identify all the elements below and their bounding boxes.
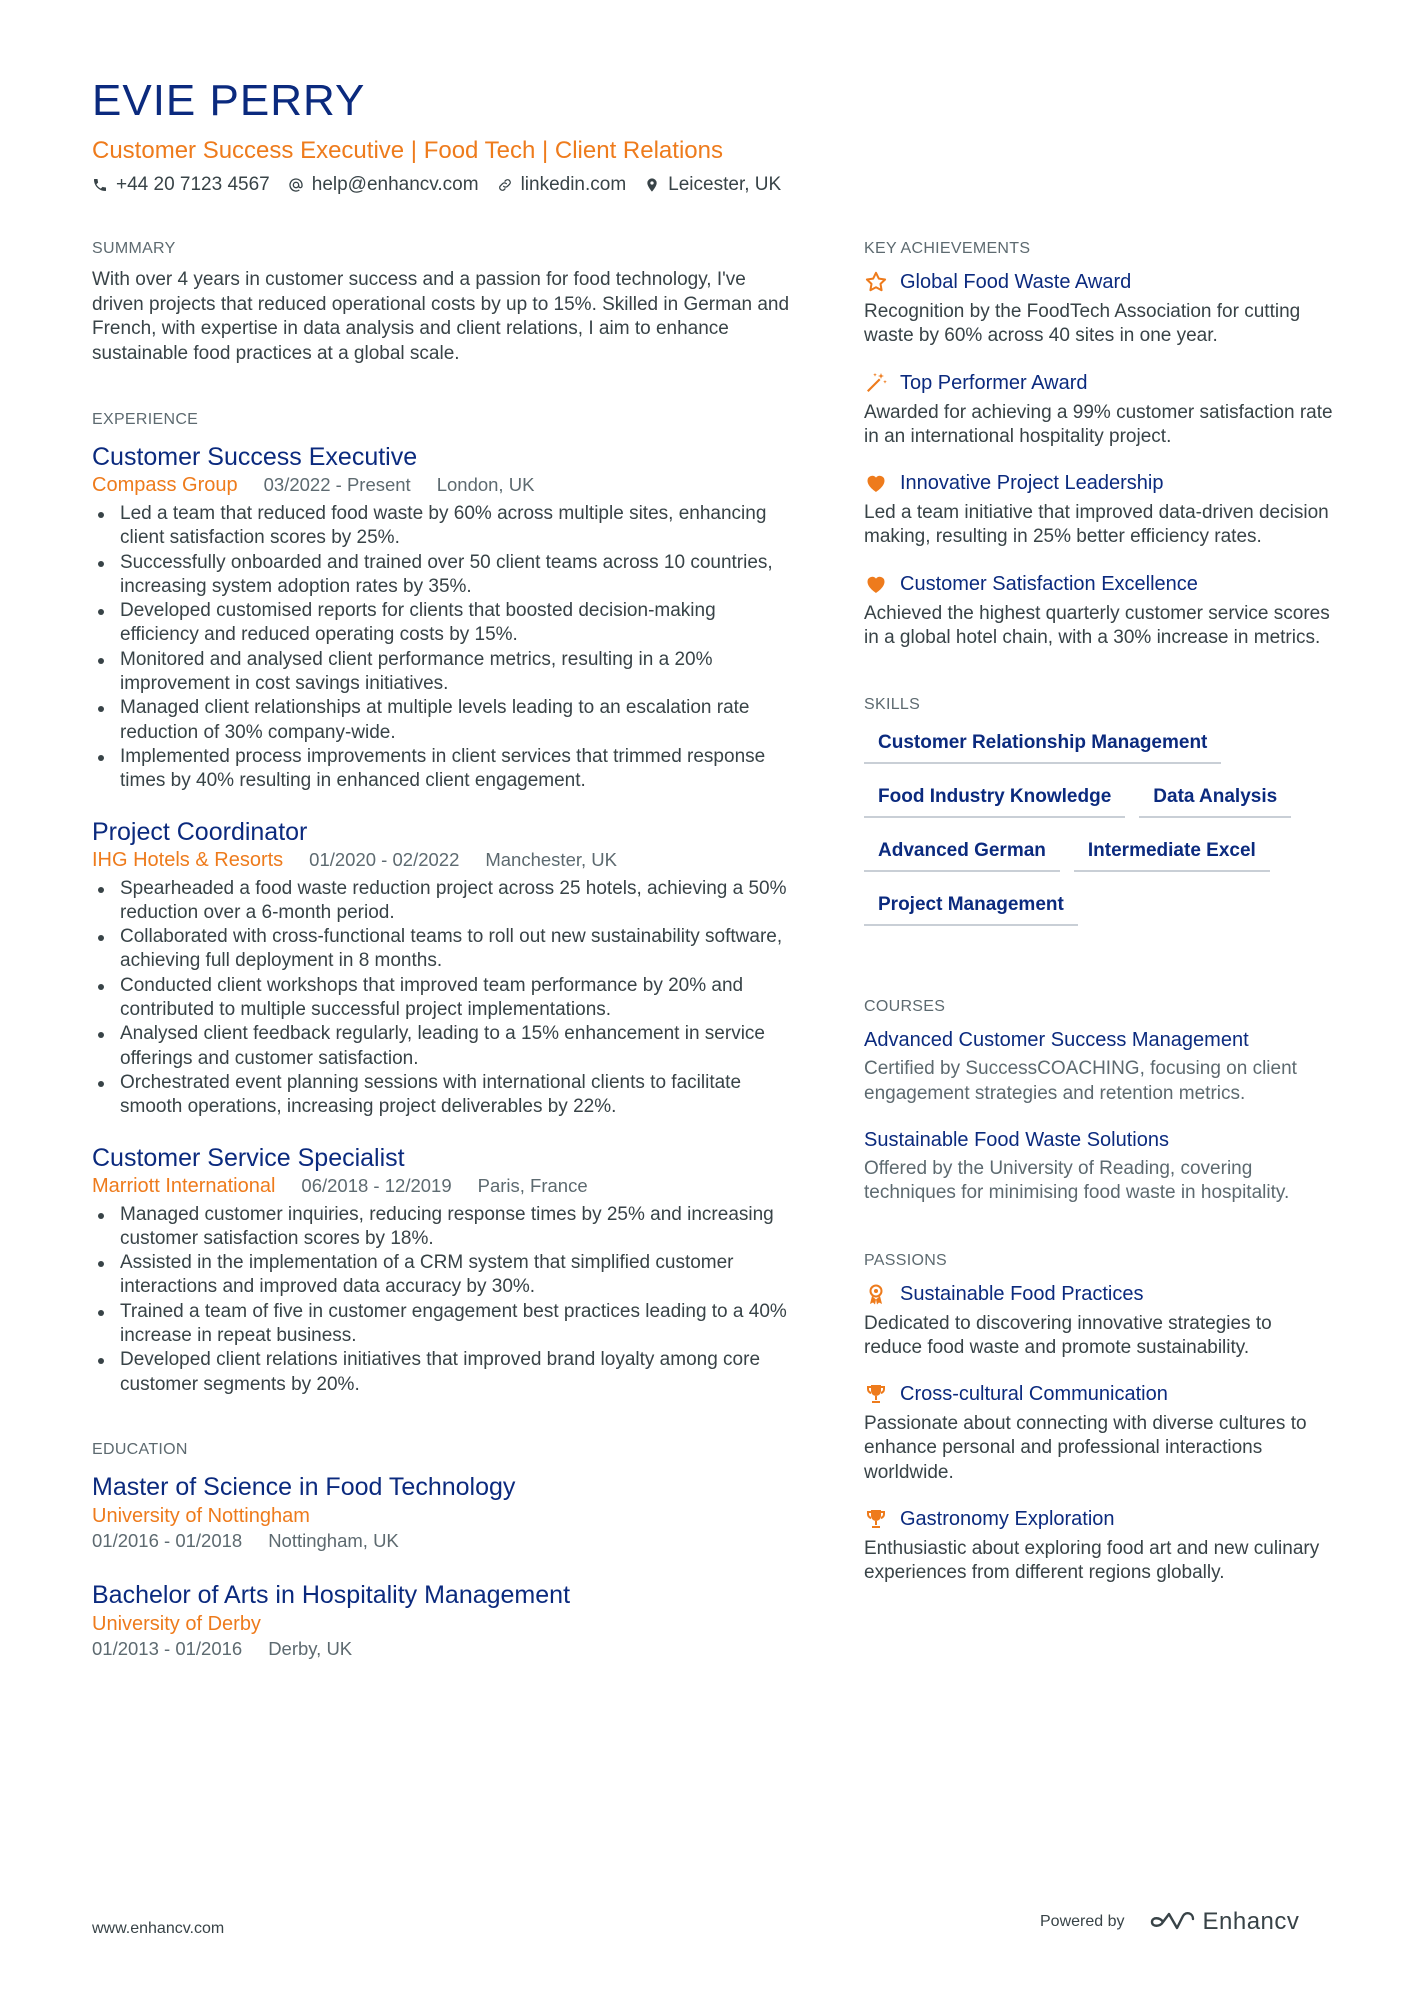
passion-title: Cross-cultural Communication xyxy=(900,1383,1168,1406)
bullet-item: Implemented process improvements in client services that trimmed response times by 40% resulting in enhanced client engagement. xyxy=(92,745,792,794)
skill-tag: Data Analysis xyxy=(1139,782,1291,818)
education-heading: EDUCATION xyxy=(92,1440,188,1458)
achievement-desc: Led a team initiative that improved data-driven decision making, resulting in 25% better efficiency rates. xyxy=(864,502,1329,548)
achievement-title-row xyxy=(864,369,1334,397)
skill-tag: Food Industry Knowledge xyxy=(864,782,1125,818)
skill-tag: Intermediate Excel xyxy=(1074,836,1270,872)
passion-title-row xyxy=(864,1380,1334,1408)
achievement-title-row xyxy=(864,469,1334,497)
passion-desc: Dedicated to discovering innovative strategies to reduce food waste and promote sustainability. xyxy=(864,1312,1272,1358)
job-title: Customer Service Specialist xyxy=(92,1143,405,1172)
experience-entry xyxy=(92,1142,792,1397)
phone-icon xyxy=(92,177,108,193)
bullet-item: Conducted client workshops that improved team performance by 20% and contributed to multiple successful project implementations. xyxy=(92,974,792,1023)
passion-item xyxy=(864,1505,1334,1586)
contact-email[interactable] xyxy=(288,174,479,196)
bullet-item: Developed client relations initiatives that improved brand loyalty among core customer segments by 20%. xyxy=(92,1348,792,1397)
job-meta xyxy=(92,1174,792,1198)
passion-title: Gastronomy Exploration xyxy=(900,1508,1115,1531)
education-location: Derby, UK xyxy=(268,1637,353,1659)
job-title: Project Coordinator xyxy=(92,817,308,846)
achievements-section xyxy=(864,240,1334,650)
candidate-name: EVIE PERRY xyxy=(92,76,366,125)
degree-title: Bachelor of Arts in Hospitality Management xyxy=(92,1580,571,1609)
job-dates: 03/2022 - Present xyxy=(263,474,411,495)
bullet-item: Assisted in the implementation of a CRM system that simplified customer interactions and improved data accuracy by 30%. xyxy=(92,1251,792,1300)
course-desc: Certified by SuccessCOACHING, focusing on client engagement strategies and retention metrics. xyxy=(864,1058,1297,1104)
course-item xyxy=(864,1126,1334,1206)
brand-logo[interactable] xyxy=(1149,1908,1300,1936)
education-meta xyxy=(92,1637,792,1661)
contact-bar xyxy=(92,174,781,196)
bullet-item: Spearheaded a food waste reduction project across 25 hotels, achieving a 50% reduction over a 6-month period. xyxy=(92,877,792,926)
course-item xyxy=(864,1026,1334,1106)
right-column xyxy=(864,240,1334,1586)
achievement-desc: Awarded for achieving a 99% customer satisfaction rate in an international hospitality project. xyxy=(864,401,1333,447)
job-bullets xyxy=(92,502,792,794)
education-section xyxy=(92,1441,792,1661)
brand-name: Enhancv xyxy=(1202,1908,1300,1935)
passions-heading: PASSIONS xyxy=(864,1251,948,1269)
bullet-item: Trained a team of five in customer engagement best practices leading to a 40% increase in repeat business. xyxy=(92,1300,792,1349)
achievement-desc: Recognition by the FoodTech Association for cutting waste by 60% across 40 sites in one year. xyxy=(864,301,1301,347)
achievement-item xyxy=(864,469,1334,550)
footer-branding xyxy=(1040,1908,1299,1936)
magic-wand-icon xyxy=(864,371,888,395)
bullet-item: Led a team that reduced food waste by 60% across multiple sites, enhancing client satisfaction scores by 25%. xyxy=(92,502,792,551)
trophy-icon xyxy=(864,1507,888,1531)
bullet-item: Collaborated with cross-functional teams to roll out new sustainability software, achieving full deployment in 8 months. xyxy=(92,925,792,974)
company-name: Compass Group xyxy=(92,474,238,496)
summary-text: With over 4 years in customer success and a passion for food technology, I've driven projects that reduced operational costs by up to 15%. Skilled in German and French, with expertise in data analysis and client relations, I aim to enhance sustainable food practices at a global scale. xyxy=(92,269,790,364)
achievement-title-row xyxy=(864,570,1334,598)
job-bullets xyxy=(92,1203,792,1397)
job-meta xyxy=(92,848,792,872)
bullet-item: Successfully onboarded and trained over 50 client teams across 10 countries, increasing system adoption rates by 35%. xyxy=(92,551,792,600)
passions-section xyxy=(864,1252,1334,1586)
achievement-title-row xyxy=(864,268,1334,296)
medal-icon xyxy=(864,1282,888,1306)
bullet-item: Analysed client feedback regularly, leading to a 15% enhancement in service offerings and customer satisfaction. xyxy=(92,1022,792,1071)
achievement-item xyxy=(864,570,1334,651)
school-name: University of Nottingham xyxy=(92,1504,310,1527)
achievements-heading: KEY ACHIEVEMENTS xyxy=(864,240,1031,257)
powered-by-label: Powered by xyxy=(1040,1913,1125,1930)
job-location: Manchester, UK xyxy=(485,848,617,870)
course-title: Sustainable Food Waste Solutions xyxy=(864,1128,1169,1151)
contact-location xyxy=(644,174,781,196)
achievement-title: Customer Satisfaction Excellence xyxy=(900,572,1198,595)
education-dates: 01/2013 - 01/2016 xyxy=(92,1637,243,1659)
bullet-item: Monitored and analysed client performance metrics, resulting in a 20% improvement in cost savings initiatives. xyxy=(92,648,792,697)
heart-icon xyxy=(864,471,888,495)
degree-title: Master of Science in Food Technology xyxy=(92,1472,516,1501)
passion-desc: Enthusiastic about exploring food art and new culinary experiences from different regions globally. xyxy=(864,1538,1320,1584)
bullet-item: Orchestrated event planning sessions with international clients to facilitate smooth operations, increasing project deliverables by 22%. xyxy=(92,1071,792,1120)
achievement-item xyxy=(864,369,1334,450)
job-location: London, UK xyxy=(436,474,535,495)
courses-heading: COURSES xyxy=(864,998,946,1016)
education-entry xyxy=(92,1471,792,1553)
achievement-title: Global Food Waste Award xyxy=(900,271,1132,293)
school-name: University of Derby xyxy=(92,1612,261,1635)
passion-item xyxy=(864,1280,1334,1361)
heart-icon xyxy=(864,572,888,596)
course-title: Advanced Customer Success Management xyxy=(864,1029,1249,1052)
job-location: Paris, France xyxy=(477,1174,588,1196)
left-column xyxy=(92,240,792,1661)
skill-tag: Customer Relationship Management xyxy=(864,728,1221,764)
job-bullets xyxy=(92,877,792,1120)
education-dates: 01/2016 - 01/2018 xyxy=(92,1529,243,1551)
bullet-item: Developed customised reports for clients that boosted decision-making efficiency and reduced operating costs by 15%. xyxy=(92,599,792,648)
bullet-item: Managed client relationships at multiple levels leading to an escalation rate reduction of 30% company-wide. xyxy=(92,696,792,745)
courses-section xyxy=(864,998,1334,1205)
course-desc: Offered by the University of Reading, covering techniques for minimising food waste in hospitality. xyxy=(864,1157,1290,1204)
bullet-item: Managed customer inquiries, reducing response times by 25% and increasing customer satisfaction scores by 18%. xyxy=(92,1203,792,1252)
contact-phone[interactable] xyxy=(92,174,270,196)
email-text: help@enhancv.com xyxy=(311,174,479,195)
headline: Customer Success Executive | Food Tech | Client Relations xyxy=(92,137,723,164)
location-text: Leicester, UK xyxy=(668,174,782,195)
footer-website[interactable]: www.enhancv.com xyxy=(92,1920,225,1937)
job-meta xyxy=(92,473,792,497)
passion-title-row xyxy=(864,1505,1334,1533)
company-name: Marriott International xyxy=(92,1174,276,1197)
passion-item xyxy=(864,1380,1334,1485)
contact-linkedin[interactable] xyxy=(497,174,627,196)
link-icon xyxy=(497,177,513,193)
job-dates: 01/2020 - 02/2022 xyxy=(309,848,460,870)
education-entry xyxy=(92,1579,792,1661)
achievement-title: Innovative Project Leadership xyxy=(900,472,1164,495)
skills-list xyxy=(864,728,1334,926)
enhancv-logo-icon xyxy=(1149,1910,1195,1934)
skills-section xyxy=(864,696,1334,926)
education-meta xyxy=(92,1529,792,1553)
summary-heading: SUMMARY xyxy=(92,240,176,257)
job-title: Customer Success Executive xyxy=(92,443,418,471)
phone-text: +44 20 7123 4567 xyxy=(116,174,270,195)
summary-section xyxy=(92,240,792,366)
at-icon xyxy=(288,177,304,193)
passion-title-row xyxy=(864,1280,1334,1308)
star-icon xyxy=(864,270,888,294)
skill-tag: Project Management xyxy=(864,890,1078,926)
location-pin-icon xyxy=(644,177,660,193)
achievement-title: Top Performer Award xyxy=(900,371,1088,394)
experience-section xyxy=(92,411,792,1397)
experience-heading: EXPERIENCE xyxy=(92,411,199,428)
job-dates: 06/2018 - 12/2019 xyxy=(301,1174,452,1196)
achievement-item xyxy=(864,268,1334,349)
achievement-desc: Achieved the highest quarterly customer service scores in a global hotel chain, with a 30% increase in metrics. xyxy=(864,602,1330,649)
experience-entry xyxy=(92,816,792,1120)
company-name: IHG Hotels & Resorts xyxy=(92,848,284,871)
education-location: Nottingham, UK xyxy=(268,1529,399,1551)
experience-entry xyxy=(92,441,792,794)
passion-title: Sustainable Food Practices xyxy=(900,1282,1144,1305)
passion-desc: Passionate about connecting with diverse cultures to enhance personal and professional interactions worldwide. xyxy=(864,1413,1307,1483)
skill-tag: Advanced German xyxy=(864,836,1060,872)
trophy-icon xyxy=(864,1382,888,1406)
linkedin-text: linkedin.com xyxy=(520,174,627,195)
skills-heading: SKILLS xyxy=(864,696,921,714)
